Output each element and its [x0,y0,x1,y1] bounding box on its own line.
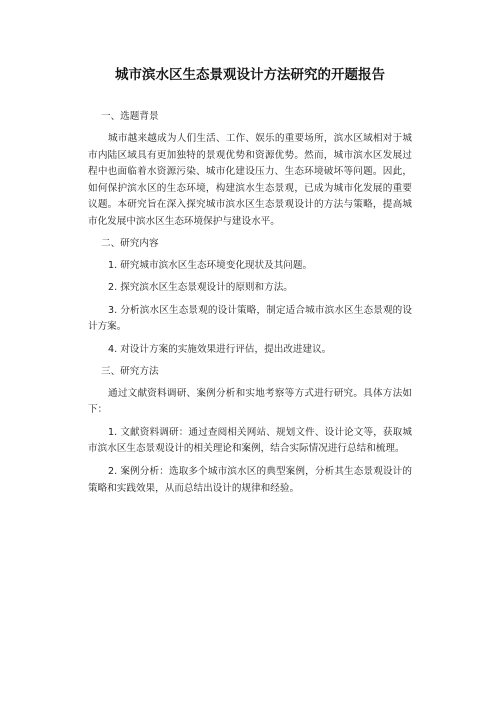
content-item-1: 1. 研究城市滨水区生态环境变化现状及其问题。 [108,259,313,271]
methods-item-2: 2. 案例分析：选取多个城市滨水区的典型案例，分析其生态景观设计的策略和实践效果，从而总结出设计的规律和经验。 [88,465,412,494]
content-item-4: 4. 对设计方案的实施效果进行评估，提出改进建议。 [108,343,332,355]
section-heading-content: 二、研究内容 [101,237,159,249]
content-item-2: 2. 探究滨水区生态景观设计的原则和方法。 [108,282,293,294]
section-heading-background: 一、选题背景 [101,111,159,122]
background-paragraph: 城市越来越成为人们生活、工作、娱乐的重要场所，滨水区域相对于城市内陆区域具有更加独特的景观优势和资源优势。然而，城市滨水区发展过程中也面临着水资源污染、城市化建设压力、生态环境破坏等问题。因此，如何保护滨水区的生态环境，构建滨水生态景观，已成为城市化发展的重要议题。本研究旨在深入探究城市滨水区生态景观设计的方法与策略，提高城市化发展中滨水区生态环境保护与建设水平。 [88,133,412,227]
section-heading-methods: 三、研究方法 [101,365,159,377]
methods-item-1: 1. 文献资料调研：通过查阅相关网站、规划文件、设计论文等，获取城市滨水区生态景观设计的相关理论和案例，结合实际情况进行总结和梳理。 [88,426,412,455]
document-title: 城市滨水区生态景观设计方法研究的开题报告 [115,67,385,83]
content-item-3: 3. 分析滨水区生态景观的设计策略，制定适合城市滨水区生态景观的设计方案。 [88,304,412,333]
methods-intro-paragraph: 通过文献资料调研、案例分析和实地考察等方式进行研究。具体方法如下： [88,387,412,416]
document-body [88,66,412,503]
